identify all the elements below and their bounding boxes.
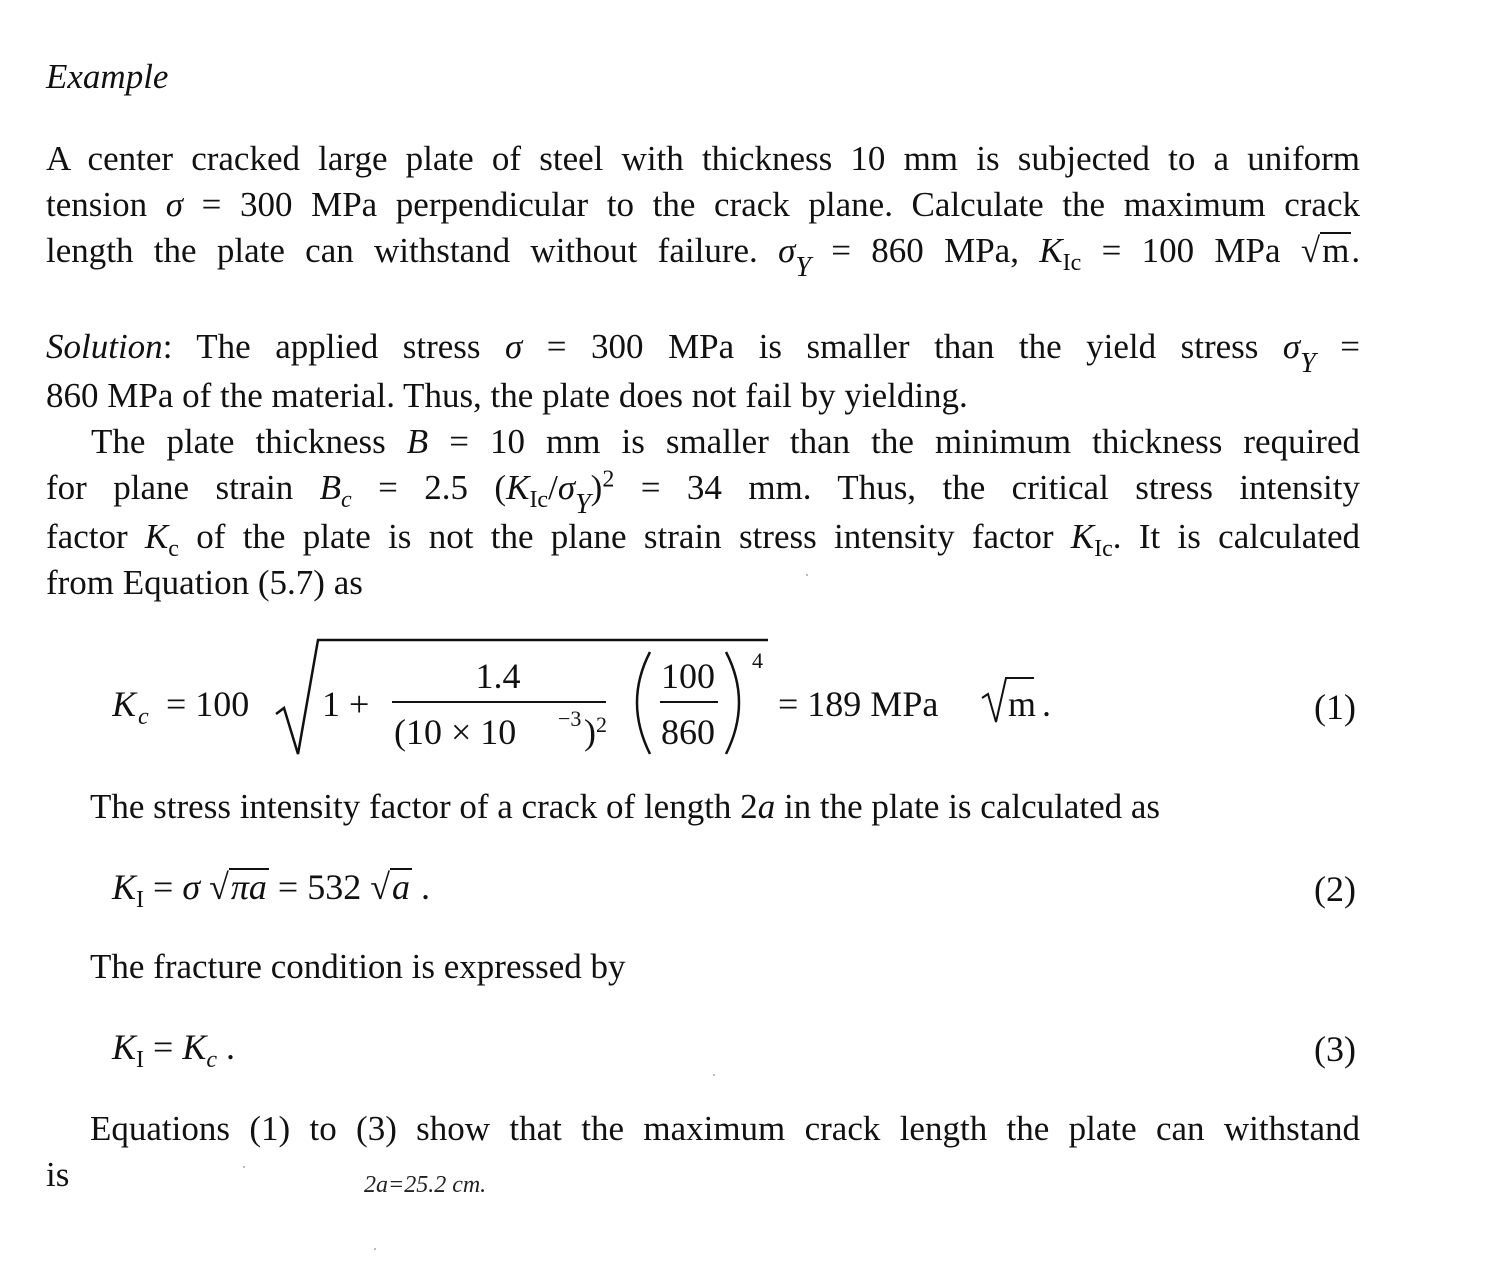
solution-line-1: Solution: The applied stress σ = 300 MPa is smaller than the yield stress $\sigma_Y$ =	[46, 327, 1360, 379]
handwritten-answer: 2a=25.2 cm.	[364, 1172, 487, 1198]
scan-speck	[806, 574, 808, 576]
problem-line-2: tension σ = 300 MPa perpendicular to the crack plane. Calculate the maximum crack	[46, 185, 1361, 224]
eq1-end: .	[1042, 684, 1051, 724]
scan-speck	[243, 1166, 245, 1168]
problem-line-3: length the plate can withstand without failure. $\sigma_Y = 860$ MPa, $K_{Ic} = 100$ MPa √m.	[46, 231, 1361, 283]
equation-3-number: (3)	[1314, 1029, 1356, 1069]
eq1-one-plus: 1 +	[322, 684, 370, 724]
eq1-inner-numerator: 100	[661, 656, 715, 696]
solution-paragraph	[46, 324, 1360, 606]
eq1-sub-c: c	[138, 704, 149, 730]
eq1-unit: m	[1008, 684, 1037, 724]
paragraph-crack-length: The stress intensity factor of a crack of length 2a in the plate is calculated as	[90, 787, 1161, 826]
equation-1-drawing	[112, 636, 1072, 760]
solution-line-5: factor $K_c$ of the plate is not the plane strain stress intensity factor $K_{Ic}$. It is calculated	[46, 517, 1361, 562]
equation-1-number: (1)	[1314, 687, 1356, 727]
eq1-den-close: )	[584, 712, 596, 752]
scan-speck	[374, 1248, 376, 1250]
equation-3: $K_I = K_c$ .	[112, 1027, 235, 1074]
paragraph-conclusion: Equations (1) to (3) show that the maximum crack length the plate can withstand	[90, 1109, 1360, 1148]
eq1-K: K	[112, 684, 137, 724]
eq1-lhs: = 100	[166, 684, 250, 724]
problem-line-1: A center cracked large plate of steel with thickness 10 mm is subjected to a uniform	[46, 139, 1360, 178]
eq1-denominator: (10 × 10	[394, 712, 517, 752]
eq1-right-paren	[726, 652, 739, 754]
problem-paragraph	[46, 136, 1361, 283]
equation-2: $K_I = \sigma$ √πa = 532 √a .	[112, 867, 430, 914]
eq1-inner-denominator: 860	[661, 712, 715, 752]
solution-line-4: for plane strain $B_c = 2.5$ $(K_{Ic}/\sigma_Y)^2 = 34$ mm. Thus, the critical stress intensity	[46, 466, 1360, 520]
solution-line-2: 860 MPa of the material. Thus, the plate does not fail by yielding.	[46, 376, 968, 415]
example-heading: Example	[46, 57, 169, 96]
eq1-power: 4	[752, 648, 763, 673]
eq1-den-square: 2	[596, 712, 607, 737]
eq1-den-exponent: −3	[558, 706, 582, 731]
equation-2-number: (2)	[1314, 869, 1356, 909]
paragraph-fracture-condition: The fracture condition is expressed by	[90, 947, 626, 986]
solution-line-6: from Equation (5.7) as	[46, 563, 363, 602]
solution-line-3: The plate thickness B = 10 mm is smaller than the minimum thickness required	[91, 422, 1360, 461]
eq1-numerator: 1.4	[475, 656, 521, 696]
eq1-left-paren	[637, 652, 650, 754]
eq1-result: = 189 MPa	[778, 684, 939, 724]
paragraph-conclusion-is: is	[46, 1155, 70, 1194]
scan-speck	[713, 1074, 715, 1076]
